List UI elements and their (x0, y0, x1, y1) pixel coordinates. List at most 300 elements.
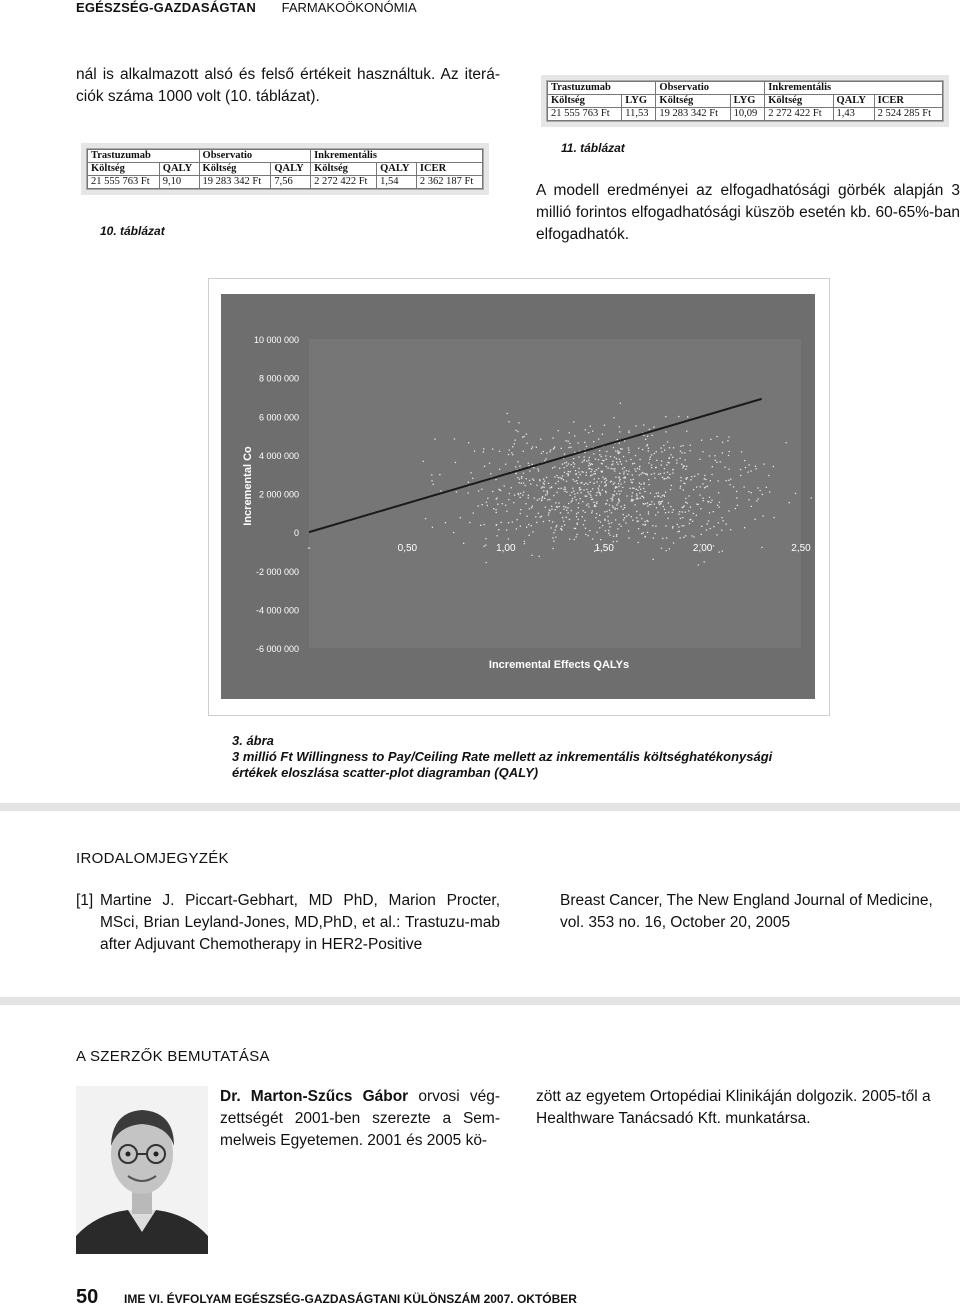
scatter-point (709, 497, 710, 498)
scatter-point (548, 514, 549, 515)
scatter-point (612, 463, 613, 464)
scatter-point (584, 456, 585, 457)
scatter-point (522, 437, 523, 438)
scatter-point (745, 467, 746, 468)
scatter-point (543, 479, 544, 480)
scatter-point (434, 439, 435, 440)
scatter-point (619, 486, 620, 487)
scatter-point (619, 443, 620, 444)
scatter-point (544, 484, 545, 485)
scatter-point (610, 468, 611, 469)
header-section: EGÉSZSÉG-GAZDASÁGTAN (76, 0, 256, 15)
scatter-point (744, 527, 745, 528)
scatter-point (614, 470, 615, 471)
scatter-point (502, 503, 503, 504)
scatter-point (572, 498, 573, 499)
scatter-point (562, 464, 563, 465)
scatter-point (563, 521, 564, 522)
scatter-point (642, 524, 643, 525)
scatter-point (698, 564, 699, 565)
scatter-point (574, 539, 575, 540)
scatter-point (601, 456, 602, 457)
scatter-point (690, 507, 691, 508)
scatter-point (620, 448, 621, 449)
scatter-point (670, 489, 671, 490)
scatter-point (568, 503, 569, 504)
scatter-point (664, 468, 665, 469)
scatter-point (559, 506, 560, 507)
scatter-point (584, 484, 585, 485)
scatter-point (736, 497, 737, 498)
scatter-point (643, 435, 644, 436)
scatter-point (588, 506, 589, 507)
scatter-point (555, 509, 556, 510)
scatter-point (517, 431, 518, 432)
scatter-point (635, 425, 636, 426)
table-11-caption: 11. táblázat (561, 141, 625, 155)
scatter-point (654, 504, 655, 505)
scatter-point (551, 527, 552, 528)
scatter-point (603, 460, 604, 461)
scatter-point (619, 426, 620, 427)
scatter-point (678, 526, 679, 527)
scatter-point (669, 457, 670, 458)
scatter-point (619, 452, 620, 453)
scatter-point (566, 491, 567, 492)
scatter-point (611, 481, 612, 482)
scatter-point (619, 459, 620, 460)
scatter-point (721, 517, 722, 518)
scatter-point (478, 506, 479, 507)
scatter-point (567, 473, 568, 474)
scatter-point (679, 531, 680, 532)
scatter-point (586, 489, 587, 490)
scatter-point (640, 489, 641, 490)
scatter-point (515, 430, 516, 431)
scatter-point (611, 522, 612, 523)
scatter-point (740, 469, 741, 470)
scatter-point (440, 490, 441, 491)
scatter-point (686, 466, 687, 467)
table-11-col: Költség (548, 95, 622, 108)
scatter-point (649, 429, 650, 430)
scatter-point (468, 442, 469, 443)
scatter-point (658, 492, 659, 493)
scatter-point (682, 507, 683, 508)
scatter-point (639, 482, 640, 483)
scatter-point (500, 490, 501, 491)
scatter-point (531, 555, 532, 556)
scatter-point (698, 504, 699, 505)
scatter-point (673, 509, 674, 510)
x-tick-label: - (307, 543, 311, 555)
scatter-point (618, 476, 619, 477)
scatter-point (521, 476, 522, 477)
scatter-point (609, 510, 610, 511)
scatter-point (586, 461, 587, 462)
scatter-point (593, 502, 594, 503)
scatter-point (728, 436, 729, 437)
scatter-point (563, 506, 564, 507)
table-11-cell: 2 272 422 Ft (765, 108, 833, 121)
scatter-point (600, 521, 601, 522)
scatter-point (666, 550, 667, 551)
scatter-point (763, 515, 764, 516)
scatter-point (643, 424, 644, 425)
scatter-point (615, 450, 616, 451)
scatter-point (672, 472, 673, 473)
scatter-point (598, 478, 599, 479)
y-tick-label: -6 000 000 (255, 644, 299, 654)
scatter-point (541, 487, 542, 488)
scatter-point (730, 529, 731, 530)
scatter-point (568, 471, 569, 472)
scatter-point (612, 494, 613, 495)
scatter-point (628, 430, 629, 431)
scatter-point (635, 455, 636, 456)
y-axis-label: Incremental Co (242, 446, 254, 526)
scatter-point (586, 505, 587, 506)
page-number: 50 (76, 1286, 99, 1308)
scatter-point (622, 487, 623, 488)
scatter-point (535, 516, 536, 517)
scatter-point (624, 440, 625, 441)
scatter-point (762, 494, 763, 495)
scatter-point (554, 446, 555, 447)
scatter-point (649, 504, 650, 505)
scatter-point (596, 492, 597, 493)
scatter-point (711, 500, 712, 501)
scatter-point (460, 517, 461, 518)
scatter-point (631, 496, 632, 497)
scatter-point (624, 481, 625, 482)
y-tick-label: 6 000 000 (258, 412, 299, 423)
scatter-point (617, 528, 618, 529)
table-10-group: Trastuzumab (88, 150, 200, 163)
scatter-point (673, 447, 674, 448)
scatter-point (610, 456, 611, 457)
scatter-point (593, 441, 594, 442)
scatter-point (574, 463, 575, 464)
scatter-point (654, 453, 655, 454)
scatter-point (556, 506, 557, 507)
scatter-point (755, 466, 756, 467)
scatter-point (573, 490, 574, 491)
scatter-point (723, 520, 724, 521)
scatter-point (558, 488, 559, 489)
table-10 (86, 148, 484, 190)
scatter-point (613, 536, 614, 537)
scatter-point (641, 484, 642, 485)
scatter-point (636, 511, 637, 512)
scatter-point (664, 449, 665, 450)
scatter-point (620, 403, 621, 404)
scatter-point (650, 504, 651, 505)
scatter-point (614, 457, 615, 458)
scatter-point (669, 548, 670, 549)
scatter-point (701, 526, 702, 527)
scatter-point (583, 524, 584, 525)
scatter-point (689, 519, 690, 520)
scatter-point (554, 466, 555, 467)
scatter-point (711, 474, 712, 475)
scatter-point (621, 464, 622, 465)
scatter-point (509, 449, 510, 450)
scatter-point (555, 526, 556, 527)
scatter-point (586, 496, 587, 497)
reference-text-1: Martine J. Piccart-Gebhart, MD PhD, Marion Procter, MSci, Brian Leyland-Jones, MD,PhD, et al.: Trastuzu-mab after Adjuvant Chemotherapy in HER2-Positive (100, 892, 500, 953)
scatter-point (617, 508, 618, 509)
scatter-point (628, 471, 629, 472)
scatter-point (564, 524, 565, 525)
scatter-point (598, 488, 599, 489)
scatter-point (651, 467, 652, 468)
scatter-point (682, 517, 683, 518)
figure-3-frame (208, 278, 830, 716)
table-11-cell: 2 524 285 Ft (874, 108, 942, 121)
scatter-point (591, 499, 592, 500)
scatter-point (623, 473, 624, 474)
scatter-point (768, 475, 769, 476)
scatter-point (551, 509, 552, 510)
scatter-point (474, 451, 475, 452)
scatter-point (624, 467, 625, 468)
scatter-point (582, 461, 583, 462)
scatter-point (622, 468, 623, 469)
scatter-point (566, 440, 567, 441)
table-10-col: QALY (159, 163, 199, 176)
scatter-point (589, 530, 590, 531)
scatter-point (564, 453, 565, 454)
scatter-point (549, 451, 550, 452)
scatter-point (569, 432, 570, 433)
scatter-point (532, 506, 533, 507)
scatter-point (625, 522, 626, 523)
scatter-point (644, 525, 645, 526)
scatter-point (710, 439, 711, 440)
scatter-point (680, 446, 681, 447)
scatter-point (562, 517, 563, 518)
scatter-chart (221, 294, 815, 699)
scatter-point (600, 494, 601, 495)
y-tick-label: -4 000 000 (255, 605, 299, 616)
scatter-point (811, 497, 812, 498)
scatter-point (545, 494, 546, 495)
scatter-point (702, 483, 703, 484)
scatter-point (640, 498, 641, 499)
scatter-point (685, 498, 686, 499)
scatter-point (549, 499, 550, 500)
scatter-point (713, 511, 714, 512)
scatter-point (596, 481, 597, 482)
header-subsection: FARMAKOÖKONÓMIA (281, 0, 417, 15)
y-tick-label: -2 000 000 (255, 566, 299, 577)
scatter-point (532, 531, 533, 532)
scatter-point (480, 525, 481, 526)
scatter-point (626, 470, 627, 471)
scatter-point (613, 447, 614, 448)
scatter-point (665, 512, 666, 513)
scatter-point (543, 490, 544, 491)
scatter-point (569, 519, 570, 520)
scatter-point (484, 524, 485, 525)
scatter-point (727, 440, 728, 441)
scatter-point (671, 485, 672, 486)
scatter-point (561, 478, 562, 479)
scatter-point (636, 517, 637, 518)
result-paragraph: A modell eredményei az elfogadhatósági görbék alapján 3 millió forintos elfogadhatósági küszöb esetén kb. 60-65%-ban elfogadhatók. (536, 182, 960, 243)
author-name: Dr. Marton-Szűcs Gábor (220, 1088, 409, 1105)
scatter-point (526, 443, 527, 444)
scatter-point (598, 459, 599, 460)
scatter-point (523, 473, 524, 474)
scatter-point (558, 430, 559, 431)
scatter-point (630, 479, 631, 480)
scatter-point (532, 464, 533, 465)
scatter-point (728, 510, 729, 511)
scatter-point (668, 502, 669, 503)
scatter-point (634, 468, 635, 469)
scatter-point (714, 455, 715, 456)
table-11-col: Költség (656, 95, 730, 108)
scatter-point (567, 507, 568, 508)
scatter-point (644, 521, 645, 522)
scatter-point (669, 474, 670, 475)
scatter-point (673, 469, 674, 470)
scatter-point (608, 533, 609, 534)
scatter-point (619, 431, 620, 432)
scatter-point (653, 538, 654, 539)
scatter-point (773, 466, 774, 467)
scatter-point (485, 545, 486, 546)
scatter-point (786, 442, 787, 443)
scatter-point (604, 479, 605, 480)
scatter-point (504, 485, 505, 486)
scatter-point (633, 499, 634, 500)
scatter-point (528, 463, 529, 464)
scatter-point (539, 556, 540, 557)
scatter-point (608, 530, 609, 531)
scatter-point (621, 491, 622, 492)
scatter-point (718, 522, 719, 523)
scatter-point (756, 500, 757, 501)
scatter-point (527, 516, 528, 517)
scatter-point (676, 462, 677, 463)
scatter-point (547, 499, 548, 500)
scatter-point (728, 480, 729, 481)
scatter-point (708, 520, 709, 521)
scatter-point (576, 513, 577, 514)
scatter-point (496, 524, 497, 525)
scatter-point (683, 525, 684, 526)
scatter-point (607, 500, 608, 501)
plot-area-fill (309, 339, 801, 648)
scatter-point (596, 495, 597, 496)
table-11-cell: 21 555 763 Ft (548, 108, 622, 121)
scatter-point (515, 440, 516, 441)
scatter-point (571, 510, 572, 511)
scatter-point (520, 513, 521, 514)
scatter-point (506, 530, 507, 531)
y-tick-label: 0 (293, 528, 299, 539)
scatter-point (632, 487, 633, 488)
scatter-point (588, 460, 589, 461)
scatter-point (626, 460, 627, 461)
scatter-point (564, 467, 565, 468)
scatter-point (618, 502, 619, 503)
table-11-group: Observatio (656, 82, 765, 95)
scatter-point (573, 458, 574, 459)
scatter-point (584, 520, 585, 521)
scatter-point (530, 484, 531, 485)
scatter-point (696, 504, 697, 505)
scatter-point (594, 483, 595, 484)
scatter-point (649, 459, 650, 460)
scatter-point (795, 493, 796, 494)
scatter-point (662, 477, 663, 478)
scatter-point (628, 450, 629, 451)
scatter-point (700, 486, 701, 487)
scatter-point (560, 528, 561, 529)
scatter-point (594, 471, 595, 472)
scatter-point (547, 490, 548, 491)
scatter-point (633, 488, 634, 489)
scatter-point (699, 459, 700, 460)
scatter-point (586, 472, 587, 473)
scatter-point (678, 514, 679, 515)
scatter-point (769, 491, 770, 492)
scatter-point (600, 539, 601, 540)
scatter-point (667, 472, 668, 473)
scatter-point (537, 500, 538, 501)
scatter-point (561, 448, 562, 449)
scatter-point (541, 516, 542, 517)
scatter-point (589, 462, 590, 463)
scatter-point (713, 526, 714, 527)
scatter-point (680, 486, 681, 487)
scatter-point (681, 525, 682, 526)
scatter-point (678, 416, 679, 417)
scatter-point (586, 446, 587, 447)
scatter-point (682, 511, 683, 512)
table-10-caption: 10. táblázat (100, 224, 165, 238)
x-tick-label: 1,50 (594, 543, 614, 555)
scatter-point (635, 471, 636, 472)
scatter-point (517, 477, 518, 478)
scatter-point (708, 501, 709, 502)
scatter-point (747, 472, 748, 473)
scatter-point (641, 518, 642, 519)
scatter-point (519, 482, 520, 483)
scatter-point (549, 487, 550, 488)
scatter-point (605, 491, 606, 492)
section-divider (0, 803, 960, 811)
scatter-point (637, 498, 638, 499)
scatter-point (583, 460, 584, 461)
scatter-point (755, 468, 756, 469)
scatter-point (638, 528, 639, 529)
scatter-point (693, 489, 694, 490)
table-10-cell: 7,56 (271, 176, 311, 189)
scatter-point (582, 472, 583, 473)
scatter-point (472, 478, 473, 479)
scatter-point (639, 486, 640, 487)
scatter-point (656, 507, 657, 508)
scatter-point (617, 450, 618, 451)
scatter-point (583, 490, 584, 491)
scatter-point (639, 493, 640, 494)
scatter-point (667, 518, 668, 519)
